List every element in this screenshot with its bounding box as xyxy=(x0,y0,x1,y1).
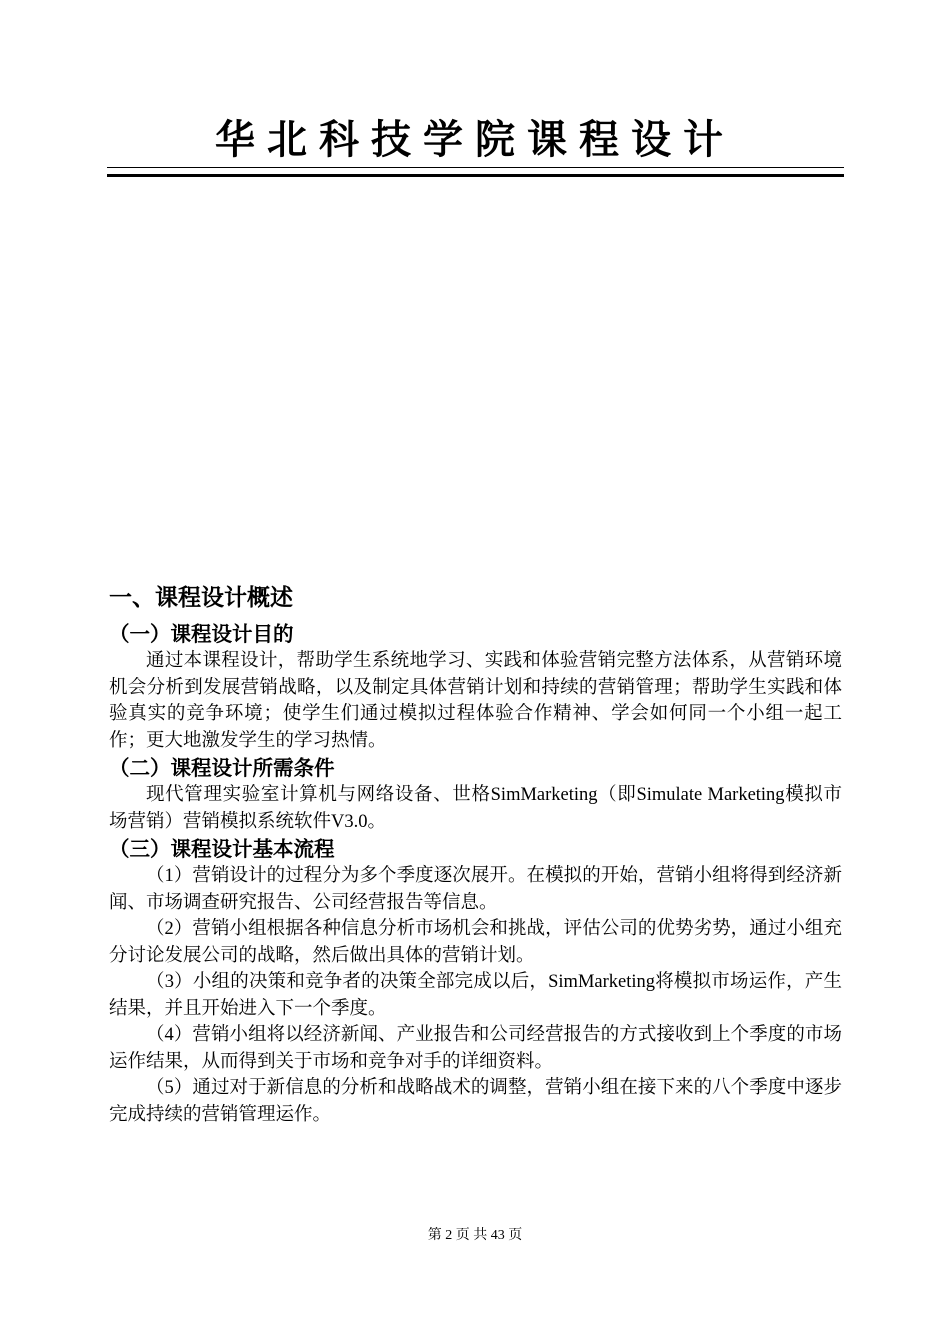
paragraph-conditions: 现代管理实验室计算机与网络设备、世格SimMarketing（即Simulate Marketing模拟市场营销）营销模拟系统软件V3.0。 xyxy=(109,785,842,832)
process-item-1: （1）营销设计的过程分为多个季度逐次展开。在模拟的开始，营销小组将得到经济新闻、市场调查研究报告、公司经营报告等信息。 xyxy=(109,866,842,913)
subsection-heading-conditions: （二）课程设计所需条件 xyxy=(109,756,335,780)
subsection-heading-process: （三）课程设计基本流程 xyxy=(109,837,335,861)
process-item-3: （3）小组的决策和竞争者的决策全部完成以后，SimMarketing将模拟市场运作，产生结果，并且开始进入下一个季度。 xyxy=(109,972,842,1019)
document-header-title: 华北科技学院课程设计 xyxy=(215,116,735,163)
header-rule-thin xyxy=(107,167,844,168)
subsection-heading-purpose: （一）课程设计目的 xyxy=(109,622,294,646)
process-item-4: （4）营销小组将以经济新闻、产业报告和公司经营报告的方式接收到上个季度的市场运作结果，从而得到关于市场和竞争对手的详细资料。 xyxy=(109,1025,842,1072)
section-heading-overview: 一、课程设计概述 xyxy=(109,585,293,611)
process-item-5: （5）通过对于新信息的分析和战略战术的调整，营销小组在接下来的八个季度中逐步完成持续的营销管理运作。 xyxy=(109,1078,842,1125)
process-item-2: （2）营销小组根据各种信息分析市场机会和挑战，评估公司的优势劣势，通过小组充分讨论发展公司的战略，然后做出具体的营销计划。 xyxy=(109,919,842,966)
document-body xyxy=(109,580,842,1128)
header-rule-thick xyxy=(107,174,844,177)
paragraph-purpose: 通过本课程设计，帮助学生系统地学习、实践和体验营销完整方法体系，从营销环境机会分析到发展营销战略，以及制定具体营销计划和持续的营销管理；帮助学生实践和体验真实的竞争环境；使学生们通过模拟过程体验合作精神、学会如何同一个小组一起工作；更大地激发学生的学习热情。 xyxy=(109,651,842,751)
page-number-footer: 第 2 页 共 43 页 xyxy=(427,1228,523,1243)
